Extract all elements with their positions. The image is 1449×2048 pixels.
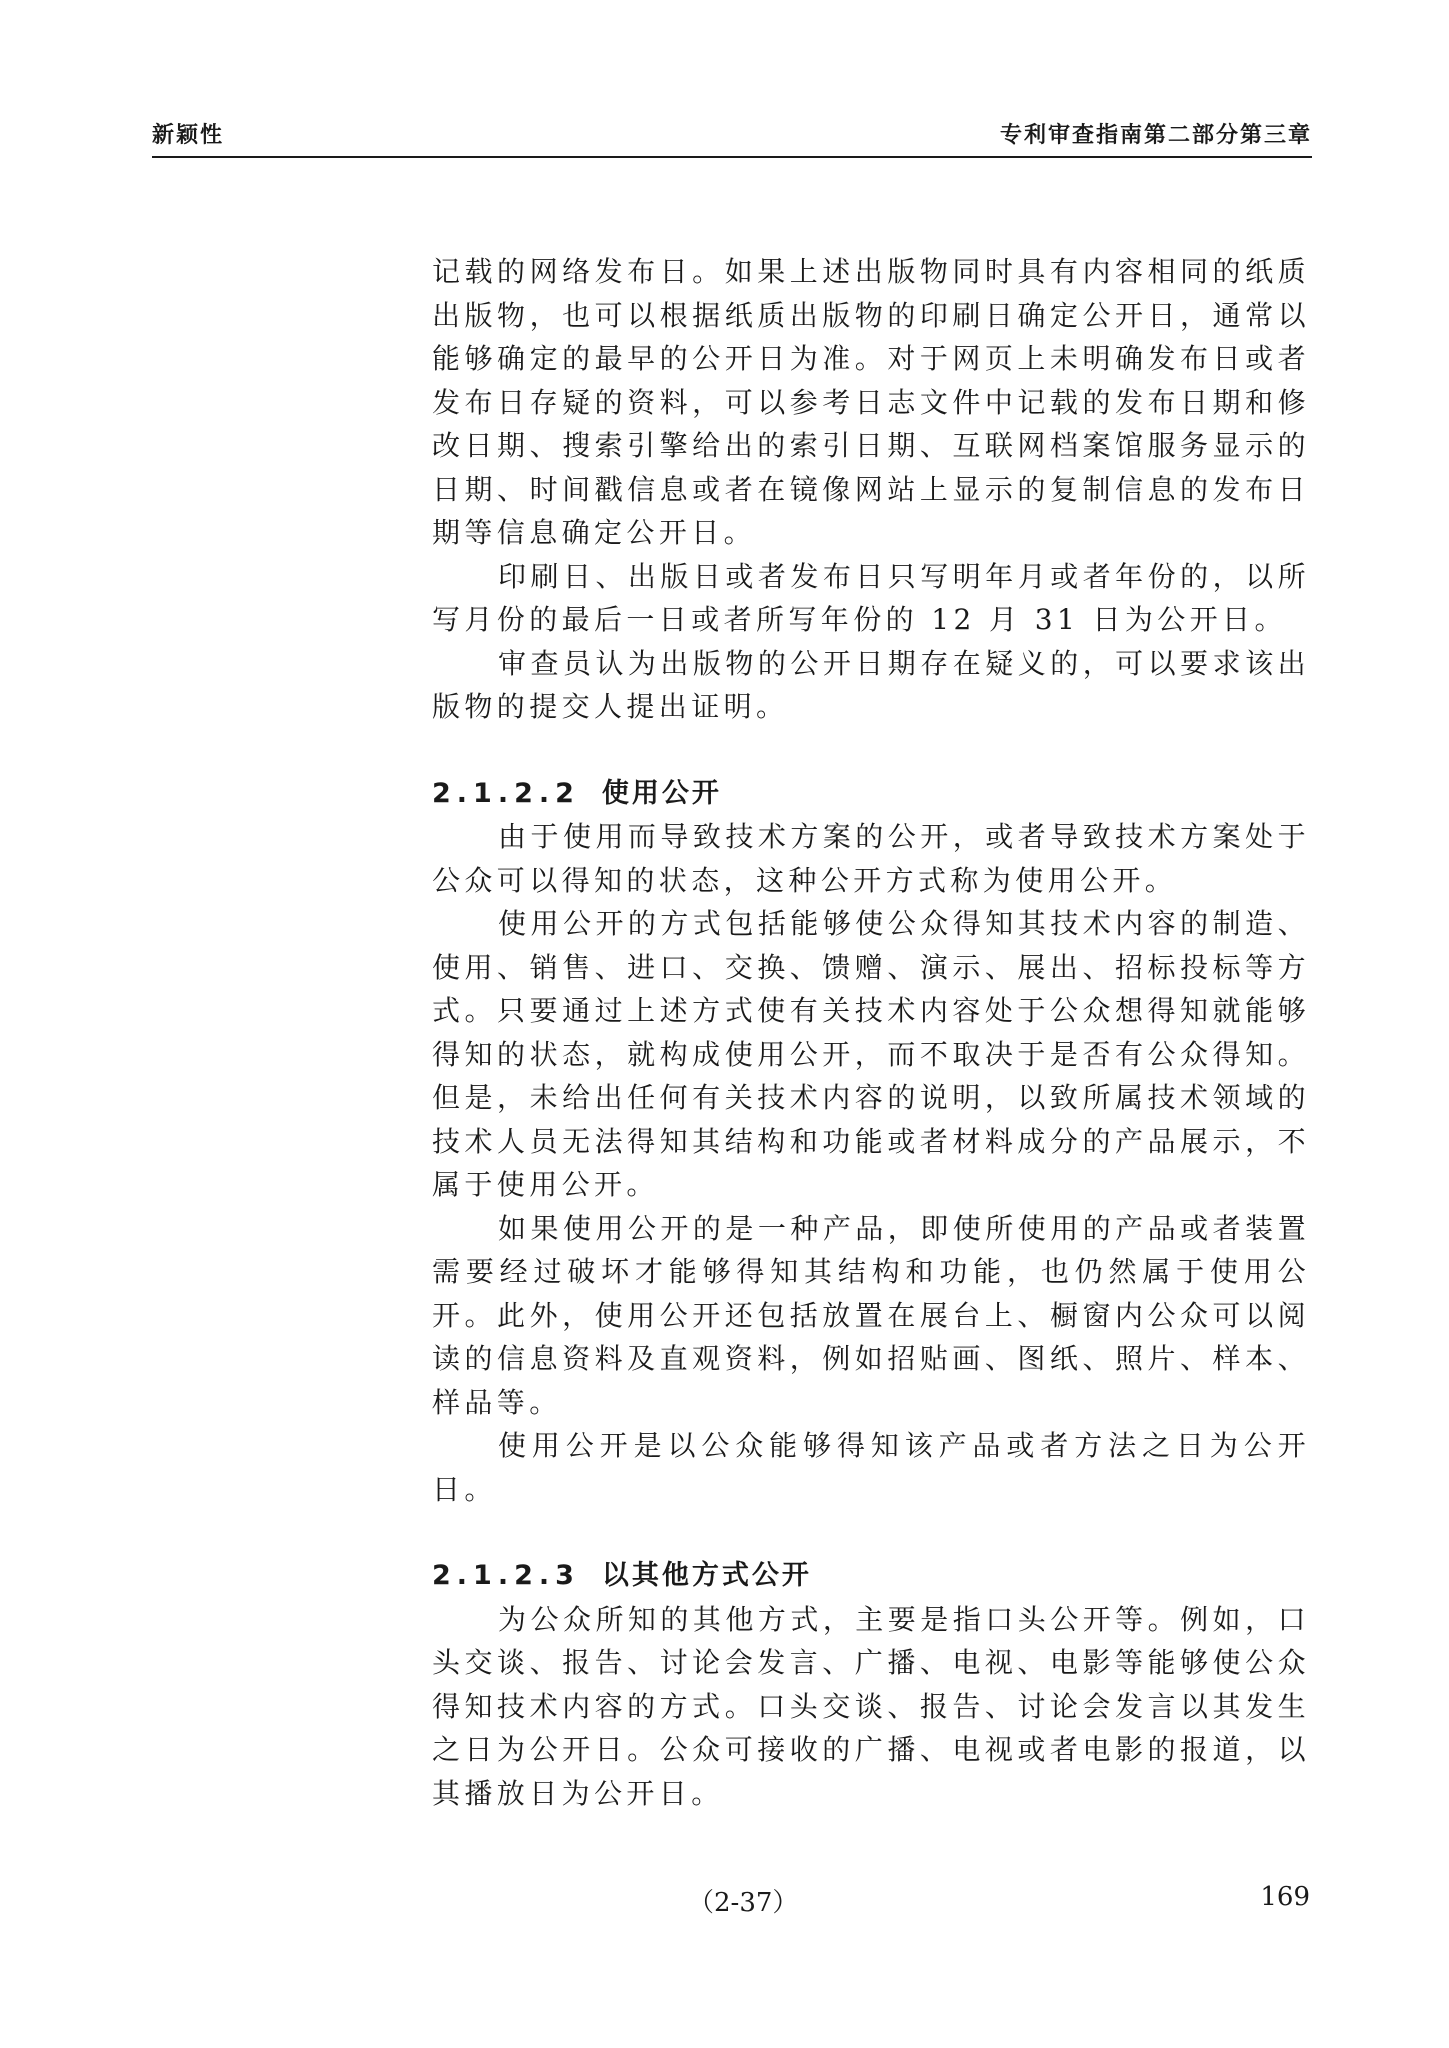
section-spacer (432, 1511, 1310, 1554)
header-section-title: 新颖性 (152, 123, 225, 148)
header-chapter-title: 专利审查指南第二部分第三章 (999, 123, 1312, 148)
section-number: 2.1.2.2 (432, 777, 580, 809)
paragraph: 使用公开是以公众能够得知该产品或者方法之日为公开日。 (432, 1429, 1310, 1506)
page-body (432, 250, 1310, 1815)
paragraph: 如果使用公开的是一种产品，即使所使用的产品或者装置需要经过破坏才能够得知其结构和功能，也仍然属于使用公开。此外，使用公开还包括放置在展台上、橱窗内公众可以阅读的信息资料及直观资料，例如招贴画、图纸、照片、样本、样品等。 (432, 1211, 1310, 1419)
section-number: 2.1.2.3 (432, 1560, 580, 1591)
section-title: 使用公开 (601, 777, 722, 809)
page-footer (432, 1882, 1310, 1922)
paragraph: 为公众所知的其他方式，主要是指口头公开等。例如，口头交谈、报告、讨论会发言、广播、电视、电影等能够使公众得知技术内容的方式。口头交谈、报告、讨论会发言以其发生之日为公开日。公众可接收的广播、电视或者电影的报道，以其播放日为公开日。 (432, 1602, 1310, 1810)
footer-section-code: （2-37） (688, 1888, 799, 1918)
section-heading-use-disclosure (432, 772, 1310, 816)
section-spacer (432, 729, 1310, 772)
paragraph: 印刷日、出版日或者发布日只写明年月或者年份的，以所写月份的最后一日或者所写年份的 12 月 31 日为公开日。 (432, 559, 1310, 636)
paragraph-continued: 记载的网络发布日。如果上述出版物同时具有内容相同的纸质出版物，也可以根据纸质出版物的印刷日确定公开日，通常以能够确定的最早的公开日为准。对于网页上未明确发布日或者发布日存疑的资料，可以参考日志文件中记载的发布日期和修改日期、搜索引擎给出的索引日期、互联网档案馆服务显示的日期、时间戳信息或者在镜像网站上显示的复制信息的发布日期等信息确定公开日。 (432, 255, 1310, 549)
paragraph: 审查员认为出版物的公开日期存在疑义的，可以要求该出版物的提交人提出证明。 (432, 646, 1310, 723)
paragraph: 由于使用而导致技术方案的公开，或者导致技术方案处于公众可以得知的状态，这种公开方式称为使用公开。 (432, 820, 1310, 897)
section-heading-other-disclosure (432, 1554, 1310, 1598)
section-title: 以其他方式公开 (601, 1560, 812, 1591)
header-divider (152, 156, 1312, 158)
running-header (152, 118, 1312, 154)
page-number: 169 (1260, 1882, 1310, 1912)
paragraph: 使用公开的方式包括能够使公众得知其技术内容的制造、使用、销售、进口、交换、馈赠、演示、展出、招标投标等方式。只要通过上述方式使有关技术内容处于公众想得知就能够得知的状态，就构成使用公开，而不取决于是否有公众得知。但是，未给出任何有关技术内容的说明，以致所属技术领域的技术人员无法得知其结构和功能或者材料成分的产品展示，不属于使用公开。 (432, 907, 1310, 1201)
